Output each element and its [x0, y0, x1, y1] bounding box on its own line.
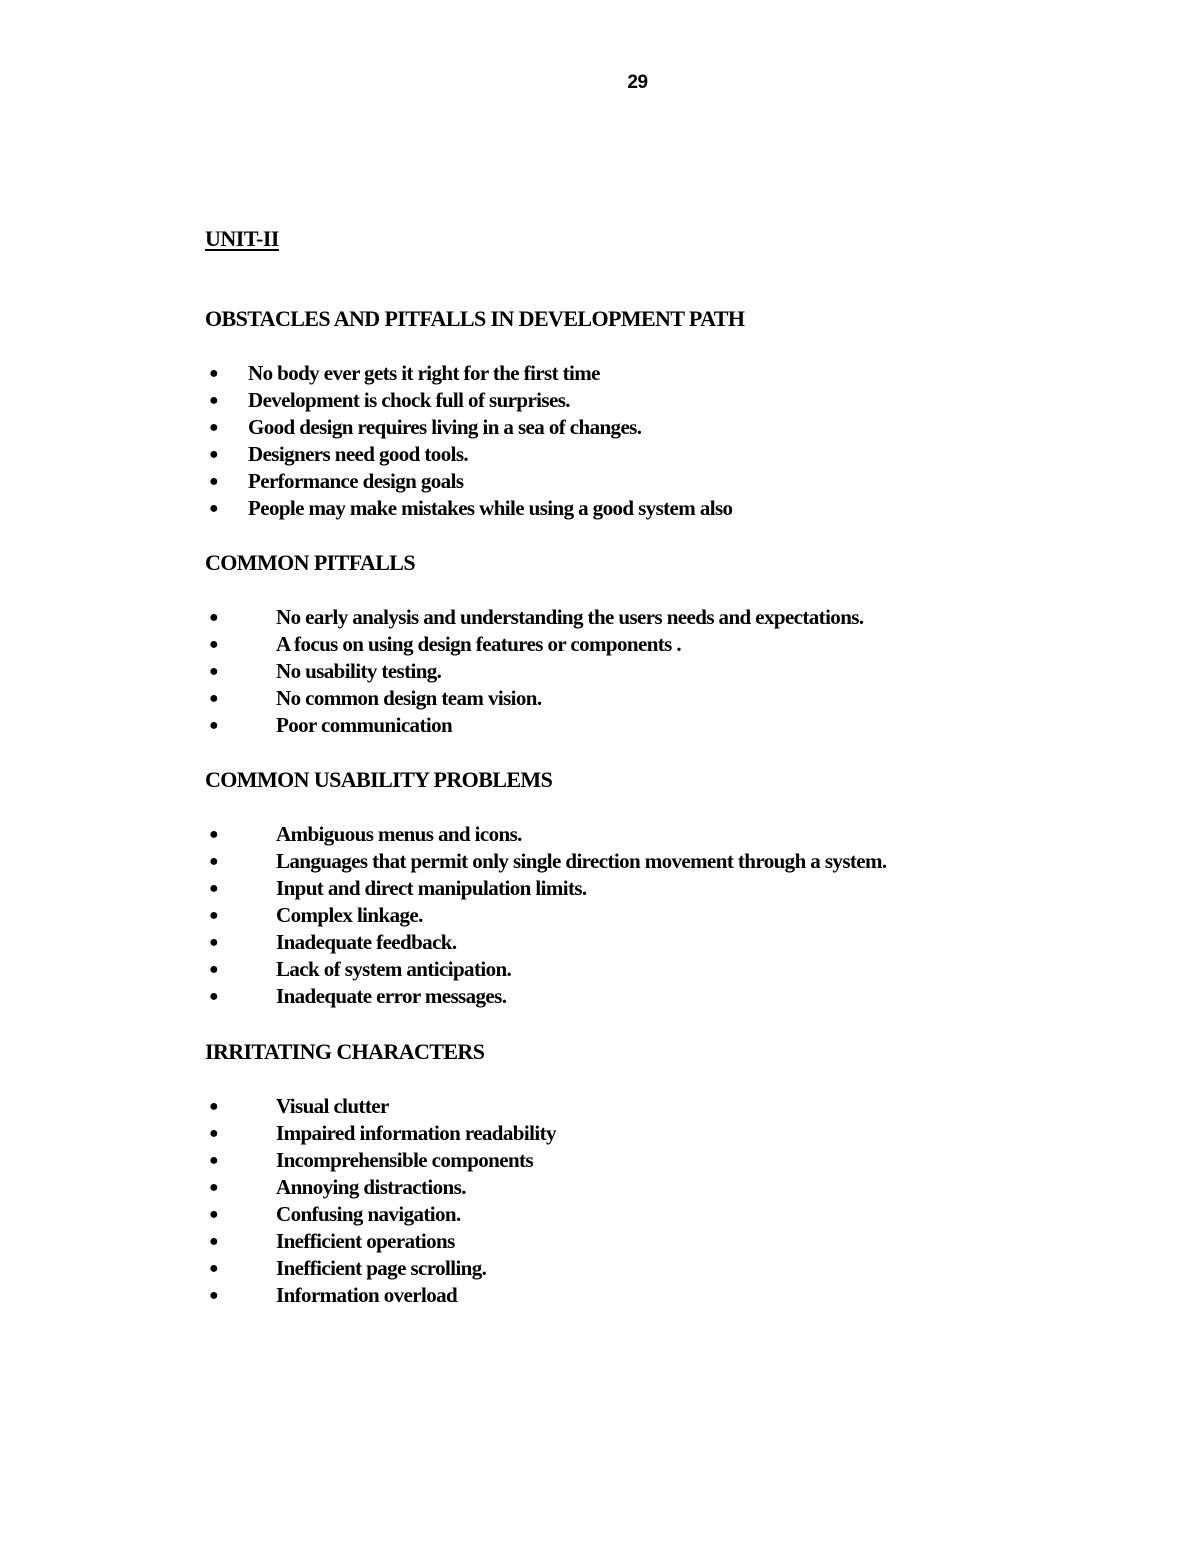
- bullet-icon: ●: [209, 663, 219, 680]
- unit-title: UNIT-II: [205, 226, 279, 251]
- list-item-text: Incomprehensible components: [276, 1148, 534, 1172]
- list-item: [205, 360, 1105, 387]
- list-item-text: No common design team vision.: [276, 686, 542, 710]
- list-item: [205, 956, 1105, 983]
- page-number: 29: [627, 72, 648, 93]
- list-item-text: Performance design goals: [248, 469, 464, 493]
- section-obstacles-and-pitfalls: [205, 306, 1105, 522]
- list-item: [205, 1120, 1105, 1147]
- list-item: [205, 875, 1105, 902]
- list-item: [205, 1093, 1105, 1120]
- bullet-icon: ●: [209, 717, 219, 734]
- list-item: [205, 902, 1105, 929]
- bullet-icon: ●: [209, 1152, 219, 1169]
- list-item-text: No body ever gets it right for the first time: [248, 361, 600, 385]
- list-item: [205, 387, 1105, 414]
- section-common-pitfalls: [205, 550, 1105, 739]
- bullet-icon: ●: [209, 1260, 219, 1277]
- bullet-icon: ●: [209, 392, 219, 409]
- bullet-icon: ●: [209, 690, 219, 707]
- list-item: [205, 821, 1105, 848]
- list-item-text: No usability testing.: [276, 659, 442, 683]
- section-heading: COMMON PITFALLS: [205, 550, 415, 575]
- bullet-icon: ●: [209, 365, 219, 382]
- bullet-icon: ●: [209, 446, 219, 463]
- bullet-icon: ●: [209, 1233, 219, 1250]
- bullet-list: [205, 360, 1105, 522]
- list-item: [205, 414, 1105, 441]
- list-item: [205, 1228, 1105, 1255]
- list-item-text: Ambiguous menus and icons.: [276, 822, 522, 846]
- bullet-icon: ●: [209, 500, 219, 517]
- bullet-icon: ●: [209, 934, 219, 951]
- list-item: [205, 1282, 1105, 1309]
- list-item-text: Annoying distractions.: [276, 1175, 466, 1199]
- list-item: [205, 1255, 1105, 1282]
- bullet-list: [205, 821, 1105, 1010]
- list-item: [205, 848, 1105, 875]
- list-item-text: Information overload: [276, 1283, 458, 1307]
- list-item-text: Designers need good tools.: [248, 442, 469, 466]
- bullet-icon: ●: [209, 609, 219, 626]
- list-item: [205, 658, 1105, 685]
- list-item: [205, 712, 1105, 739]
- list-item-text: Input and direct manipulation limits.: [276, 876, 587, 900]
- section-heading: IRRITATING CHARACTERS: [205, 1039, 485, 1064]
- section-irritating-characters: [205, 1039, 1105, 1309]
- bullet-list: [205, 1093, 1105, 1309]
- section-heading: OBSTACLES AND PITFALLS IN DEVELOPMENT PATH: [205, 306, 745, 331]
- list-item: [205, 685, 1105, 712]
- list-item-text: No early analysis and understanding the users needs and expectations.: [276, 605, 864, 629]
- list-item-text: Languages that permit only single direction movement through a system.: [276, 849, 887, 873]
- bullet-icon: ●: [209, 826, 219, 843]
- bullet-list: [205, 604, 1105, 739]
- list-item: [205, 495, 1105, 522]
- list-item-text: People may make mistakes while using a good system also: [248, 496, 733, 520]
- list-item-text: Good design requires living in a sea of changes.: [248, 415, 642, 439]
- list-item-text: Inefficient page scrolling.: [276, 1256, 487, 1280]
- bullet-icon: ●: [209, 1098, 219, 1115]
- bullet-icon: ●: [209, 1125, 219, 1142]
- list-item: [205, 983, 1105, 1010]
- list-item-text: Inadequate feedback.: [276, 930, 457, 954]
- list-item: [205, 1174, 1105, 1201]
- list-item-text: A focus on using design features or components .: [276, 632, 682, 656]
- bullet-icon: ●: [209, 1206, 219, 1223]
- list-item: [205, 468, 1105, 495]
- bullet-icon: ●: [209, 1287, 219, 1304]
- bullet-icon: ●: [209, 961, 219, 978]
- bullet-icon: ●: [209, 419, 219, 436]
- bullet-icon: ●: [209, 880, 219, 897]
- list-item-text: Confusing navigation.: [276, 1202, 461, 1226]
- list-item-text: Lack of system anticipation.: [276, 957, 512, 981]
- list-item: [205, 604, 1105, 631]
- bullet-icon: ●: [209, 1179, 219, 1196]
- bullet-icon: ●: [209, 988, 219, 1005]
- list-item: [205, 1147, 1105, 1174]
- list-item: [205, 441, 1105, 468]
- list-item-text: Complex linkage.: [276, 903, 423, 927]
- list-item-text: Inefficient operations: [276, 1229, 455, 1253]
- bullet-icon: ●: [209, 473, 219, 490]
- list-item-text: Development is chock full of surprises.: [248, 388, 570, 412]
- list-item: [205, 1201, 1105, 1228]
- list-item-text: Poor communication: [276, 713, 453, 737]
- bullet-icon: ●: [209, 907, 219, 924]
- list-item-text: Visual clutter: [276, 1094, 389, 1118]
- list-item: [205, 631, 1105, 658]
- list-item-text: Impaired information readability: [276, 1121, 556, 1145]
- bullet-icon: ●: [209, 853, 219, 870]
- list-item: [205, 929, 1105, 956]
- section-heading: COMMON USABILITY PROBLEMS: [205, 767, 553, 792]
- list-item-text: Inadequate error messages.: [276, 984, 507, 1008]
- section-common-usability-problems: [205, 767, 1105, 1010]
- bullet-icon: ●: [209, 636, 219, 653]
